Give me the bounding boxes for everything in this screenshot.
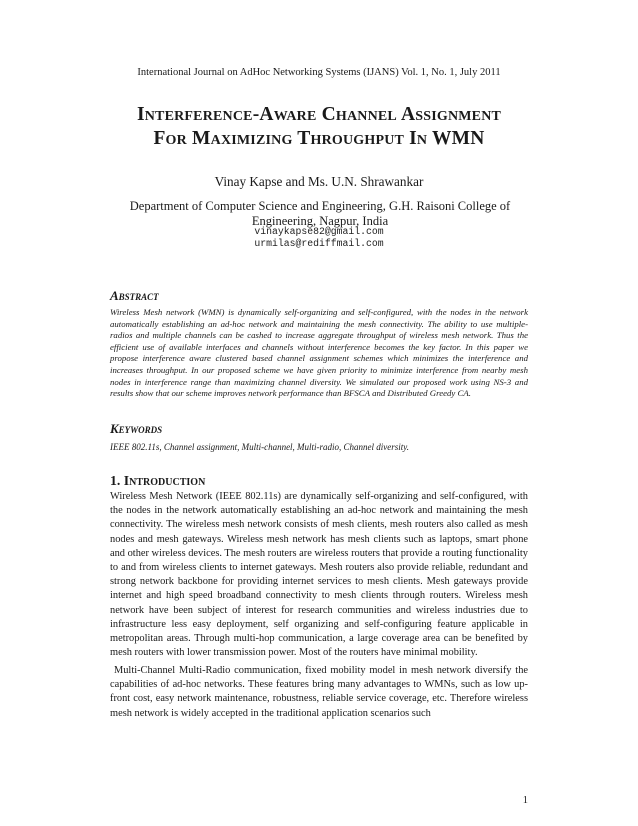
author-email: urmilas@rediffmail.com [254, 238, 384, 250]
journal-header: International Journal on AdHoc Networking Systems (IJANS) Vol. 1, No. 1, July 2011 [137, 67, 501, 78]
paper-title [0, 103, 638, 151]
author-affiliation: Department of Computer Science and Engineering, G.H. Raisoni College of Engineering, Nagpur, India [129, 199, 511, 228]
author-emails [0, 226, 638, 251]
paper-title-line: Interference-Aware Channel Assignment [136, 104, 502, 125]
page-number: 1 [522, 795, 528, 806]
author-email: vinaykapse82@gmail.com [254, 226, 384, 237]
keywords-text: IEEE 802.11s, Channel assignment, Multi-channel, Multi-radio, Channel diversity. [110, 442, 410, 452]
abstract-text: Wireless Mesh network (WMN) is dynamically self-organizing and self-configured, with the nodes in the network automatically establishing an ad-hoc network and maintaining the mesh connectivity. The ability to use multiple-radios and multiple channels can be cashed to increase aggregate throughput of wireless mesh network. Thus the efficient use of available interfaces and channels without interference becomes the key factor. In this paper we propose interference aware clustered based channel assignment schemes which minimizes the interference and increases throughput. In our proposed scheme we have given priority to minimize interference from nearby mesh nodes in interference range than maximizing channel diversity. We simulated our proposed work using NS-3 and results show that our scheme improves network performance than BFSCA and Distributed Greedy CA. [110, 307, 528, 399]
introduction-paragraph: Multi-Channel Multi-Radio communication, fixed mobility model in mesh network diversify the capabilities of ad-hoc networks. These features bring many advantages to WMNs, such as low up-front cost, easy network maintenance, robustness, reliable service coverage, etc. Therefore wireless mesh network is widely accepted in the traditional application scenarios such [110, 665, 528, 719]
introduction-heading: 1. Introduction [110, 473, 206, 488]
paper-authors: Vinay Kapse and Ms. U.N. Shrawankar [214, 174, 424, 189]
abstract-heading: Abstract [110, 288, 159, 303]
paper-title-line: For Maximizing Throughput In WMN [153, 128, 485, 149]
keywords-heading: Keywords [110, 421, 163, 436]
introduction-paragraph: Wireless Mesh Network (IEEE 802.11s) are dynamically self-organizing and self-configured, with the nodes in the network automatically establishing an ad-hoc network and maintaining the mesh connectivity. The wireless mesh network consists of mesh clients, mesh routers also called as mesh nodes and mesh gateways. Wireless mesh network has mesh clients such as laptops, smart phone and other wireless devices. The mesh routers are wireless routers that provide a routing functionality to and from wireless clients to internet gateways. Mesh routers also provide reliable, redundant and strong network backbone for providing internet services to mesh clients. Mesh gateways provide internet and high speed broadband connectivity to mesh clients through routers. Wireless mesh network have been subject of interest for research communities and wireless industries due to infrastructure less easy deployment, self organizing and self-configuring feature applicable in metropolitan areas. Through multi-hop communication, a large coverage area can be benefited by mesh routers with lower transmission power. Most of the routers have minimal mobility. [110, 491, 528, 659]
